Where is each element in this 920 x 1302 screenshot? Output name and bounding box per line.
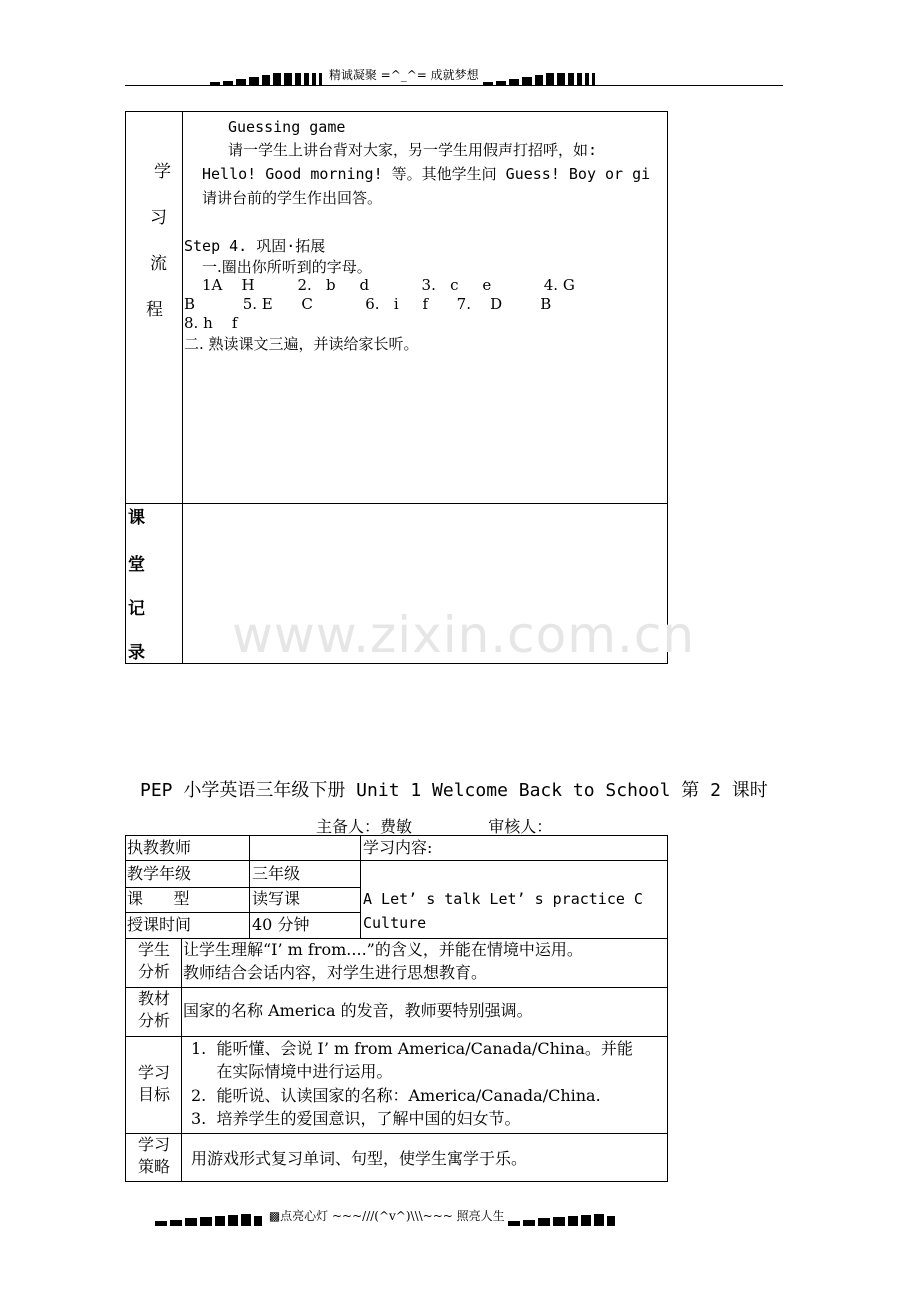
content-value-line1: A Let’ s talk Let’ s practice C	[363, 890, 643, 908]
grade-label: 教学年级	[127, 864, 192, 883]
type-value: 读写课	[252, 889, 301, 908]
process-table-left-column	[126, 112, 183, 663]
side-label-char: 学	[154, 162, 171, 182]
page-footer	[155, 1207, 618, 1226]
info-table	[125, 835, 668, 1182]
content-value-line2: Culture	[363, 914, 427, 932]
watermark: www.zixin.com.cn	[232, 606, 696, 664]
learning-goal-line: 3. 培养学生的爱国意识，了解中国的妇女节。	[191, 1109, 521, 1128]
learning-strategy-label: 学习 策略	[137, 1135, 170, 1176]
grade-value: 三年级	[252, 864, 301, 883]
process-line: 1A H 2. b d 3. c e 4. G	[202, 276, 575, 294]
side-label-char: 流	[150, 254, 167, 274]
process-line: Step 4. 巩固·拓展	[184, 237, 326, 255]
process-table	[125, 111, 668, 664]
process-line: 请一学生上讲台背对大家，另一学生用假声打招呼，如:	[228, 141, 598, 159]
learning-goal-line: 2. 能听说、认读国家的名称：America/Canada/China.	[191, 1086, 601, 1105]
lesson-title: PEP 小学英语三年级下册 Unit 1 Welcome Back to School 第 2 课时	[140, 780, 768, 801]
record-label-char: 课	[128, 508, 145, 528]
side-label-char: 习	[150, 208, 167, 228]
process-line: Hello! Good morning! 等。其他学生问 Guess! Boy or gi	[202, 165, 651, 183]
process-line: B 5. E C 6. i f 7. D B	[184, 295, 552, 313]
grid-line	[126, 987, 667, 988]
time-value: 40 分钟	[252, 915, 310, 934]
side-label-char: 程	[146, 300, 163, 320]
time-label: 授课时间	[127, 915, 192, 934]
footer-text: ▩点亮心灯 ~~~///(^v^)\\\~~~ 照亮人生	[268, 1209, 505, 1223]
header-bars-left	[210, 67, 325, 85]
grid-line	[181, 939, 182, 1182]
learning-goal-line: 在实际情境中进行运用。	[191, 1062, 393, 1081]
content-label: 学习内容:	[363, 838, 433, 857]
material-analysis-text: 国家的名称 America 的发音，教师要特别强调。	[183, 1001, 533, 1020]
process-line: 一.圈出你所听到的字母。	[202, 258, 372, 276]
grid-line	[126, 912, 360, 913]
student-analysis-line: 教师结合会话内容，对学生进行思想教育。	[183, 963, 488, 982]
page-header	[210, 66, 780, 84]
header-bars-right	[483, 67, 598, 85]
grid-line	[126, 1133, 667, 1134]
process-line: 二. 熟读课文三遍，并读给家长听。	[184, 335, 419, 353]
header-rule	[125, 85, 783, 86]
teacher-label: 执教教师	[127, 838, 192, 857]
record-label-char: 堂	[128, 555, 145, 575]
grid-line	[126, 860, 667, 861]
learning-goal-line: 1. 能听懂、会说 I’ m from America/Canada/China。并能	[191, 1039, 633, 1058]
grid-line	[126, 1036, 667, 1037]
type-label: 课 型	[127, 889, 190, 908]
footer-bars-right	[508, 1208, 618, 1226]
student-analysis-label: 学生 分析	[137, 940, 170, 981]
record-label-char: 记	[128, 599, 145, 619]
footer-bars-left	[155, 1208, 265, 1226]
grid-line	[360, 836, 361, 939]
process-line: 8. h f	[184, 314, 238, 332]
process-table-row-divider	[126, 503, 667, 504]
material-analysis-label: 教材 分析	[137, 989, 170, 1030]
record-label-char: 录	[128, 643, 145, 663]
process-line: Guessing game	[228, 118, 346, 136]
student-analysis-line: 让学生理解“I’ m from....”的含义，并能在情境中运用。	[183, 940, 583, 959]
learning-goals-label: 学习 目标	[137, 1063, 170, 1104]
process-line: 请讲台前的学生作出回答。	[202, 189, 383, 207]
learning-strategy-text: 用游戏形式复习单词、句型，使学生寓学于乐。	[191, 1149, 528, 1168]
process-content	[184, 112, 668, 502]
header-text: 精诚凝聚 =^_^= 成就梦想	[328, 68, 479, 82]
prep-line: 主备人：费敏 审核人：	[316, 817, 553, 836]
